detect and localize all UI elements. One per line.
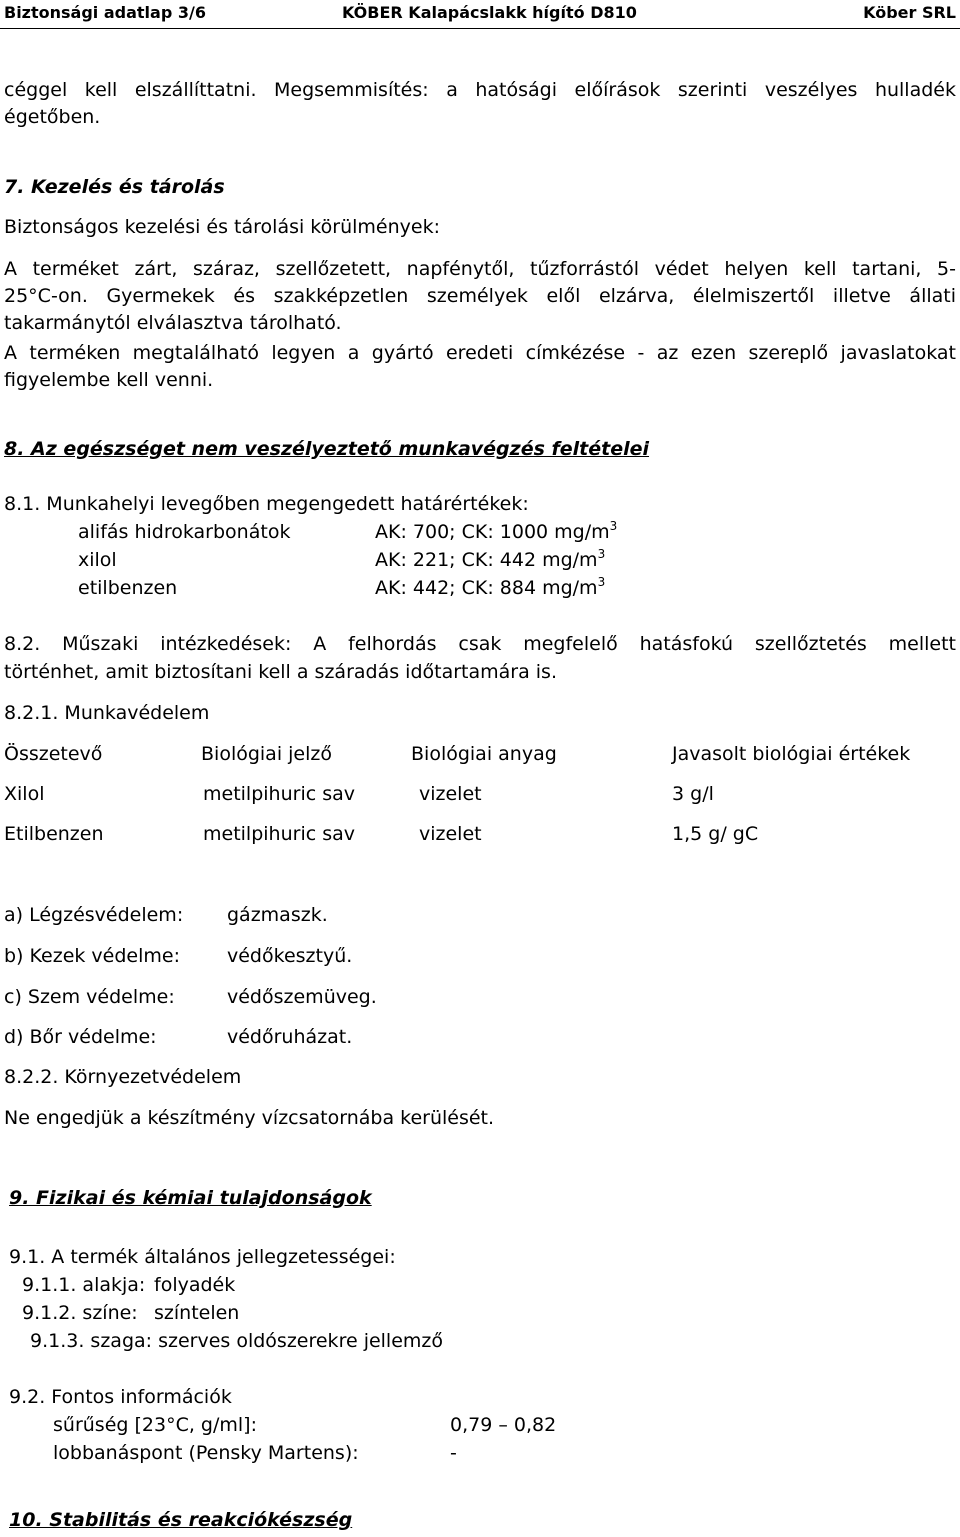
environment-text: Ne engedjük a készítmény vízcsatornába kerülését. xyxy=(4,1107,495,1129)
table-header-cell: Biológiai jelző xyxy=(201,743,332,765)
section-8-2-line1: 8.2. Műszaki intézkedések: A felhordás csak megfelelő hatásfokú szellőztetés mellett xyxy=(4,633,956,655)
header-doc-title: Biztonsági adatlap 3/6 xyxy=(4,3,206,22)
table-cell: metilpihuric sav xyxy=(203,783,355,805)
section-9-1-3: 9.1.3. szaga: szerves oldószerekre jellemző xyxy=(30,1330,444,1352)
ppe-label: b) Kezek védelme: xyxy=(4,945,180,967)
limit-name: etilbenzen xyxy=(78,577,178,599)
ppe-label: a) Légzésvédelem: xyxy=(4,904,184,926)
section-9-1-heading: 9.1. A termék általános jellegzetességei: xyxy=(9,1246,396,1268)
section-8-2-1-heading: 8.2.1. Munkavédelem xyxy=(4,702,210,724)
intro-line-2: égetőben. xyxy=(4,106,101,128)
section-9-1-2-label: 9.1.2. színe: xyxy=(22,1302,138,1324)
header-company: Köber SRL xyxy=(863,3,956,22)
info-value: 0,79 – 0,82 xyxy=(450,1414,557,1436)
ppe-value: védőruházat. xyxy=(227,1026,353,1048)
section-8-2-2-heading: 8.2.2. Környezetvédelem xyxy=(4,1066,242,1088)
header-product-name: KÖBER Kalapácslakk hígító D810 xyxy=(342,3,637,22)
section-8-2-line2: történhet, amit biztosítani kell a száradás időtartamára is. xyxy=(4,661,557,683)
info-value: - xyxy=(450,1442,457,1464)
table-cell: vizelet xyxy=(419,783,482,805)
section-7-para1-line3: takarmánytól elválasztva tárolható. xyxy=(4,312,342,334)
section-7-para1-line1: A terméket zárt, száraz, szellőzetett, napfénytől, tűzforrástól védet helyen kell tartani, 5- xyxy=(4,258,956,280)
ppe-label: c) Szem védelme: xyxy=(4,986,175,1008)
ppe-label: d) Bőr védelme: xyxy=(4,1026,157,1048)
table-cell: 1,5 g/ gC xyxy=(672,823,759,845)
ppe-value: védőkesztyű. xyxy=(227,945,353,967)
info-label: lobbanáspont (Pensky Martens): xyxy=(53,1442,359,1464)
section-9-title: 9. Fizikai és kémiai tulajdonságok xyxy=(9,1187,372,1209)
section-7-para1-line2: 25°C-on. Gyermekek és szakképzetlen személyek elől elzárva, élelmiszertől illetve állati xyxy=(4,285,956,307)
ppe-value: gázmaszk. xyxy=(227,904,328,926)
section-10-title: 10. Stabilitás és reakciókészség xyxy=(9,1509,353,1531)
section-9-1-1-label: 9.1.1. alakja: xyxy=(22,1274,146,1296)
page-header xyxy=(0,0,960,29)
limit-name: alifás hidrokarbonátok xyxy=(78,521,291,543)
intro-line-1: céggel kell elszállíttatni. Megsemmisítés: a hatósági előírások szerinti veszélyes hulladék xyxy=(4,79,956,101)
table-header-cell: Javasolt biológiai értékek xyxy=(672,743,911,765)
limit-name: xilol xyxy=(78,549,117,571)
table-cell: Etilbenzen xyxy=(4,823,104,845)
info-label: sűrűség [23°C, g/ml]: xyxy=(53,1414,257,1436)
table-header-cell: Biológiai anyag xyxy=(411,743,557,765)
section-7-subtitle: Biztonságos kezelési és tárolási körülmények: xyxy=(4,216,440,238)
section-7-para2-line2: figyelembe kell venni. xyxy=(4,369,214,391)
section-9-1-2-value: színtelen xyxy=(154,1302,240,1324)
section-8-title: 8. Az egészséget nem veszélyeztető munkavégzés feltételei xyxy=(4,438,650,460)
ppe-value: védőszemüveg. xyxy=(227,986,377,1008)
section-8-1-heading: 8.1. Munkahelyi levegőben megengedett határértékek: xyxy=(4,493,529,515)
limit-value: AK: 221; CK: 442 $mg/m^3$ xyxy=(375,547,606,571)
limit-value: AK: 442; CK: 884 $mg/m^3$ xyxy=(375,575,606,599)
table-header-cell: Összetevő xyxy=(4,743,103,765)
table-cell: Xilol xyxy=(4,783,45,805)
section-7-para2-line1: A terméken megtalálható legyen a gyártó eredeti címkézése - az ezen szereplő javaslatokat xyxy=(4,342,956,364)
table-cell: vizelet xyxy=(419,823,482,845)
section-7-title: 7. Kezelés és tárolás xyxy=(4,176,225,198)
table-cell: 3 g/l xyxy=(672,783,714,805)
table-cell: metilpihuric sav xyxy=(203,823,355,845)
section-9-2-heading: 9.2. Fontos információk xyxy=(9,1386,232,1408)
section-9-1-1-value: folyadék xyxy=(154,1274,236,1296)
limit-value: AK: 700; CK: 1000 $mg/m^3$ xyxy=(375,519,618,543)
